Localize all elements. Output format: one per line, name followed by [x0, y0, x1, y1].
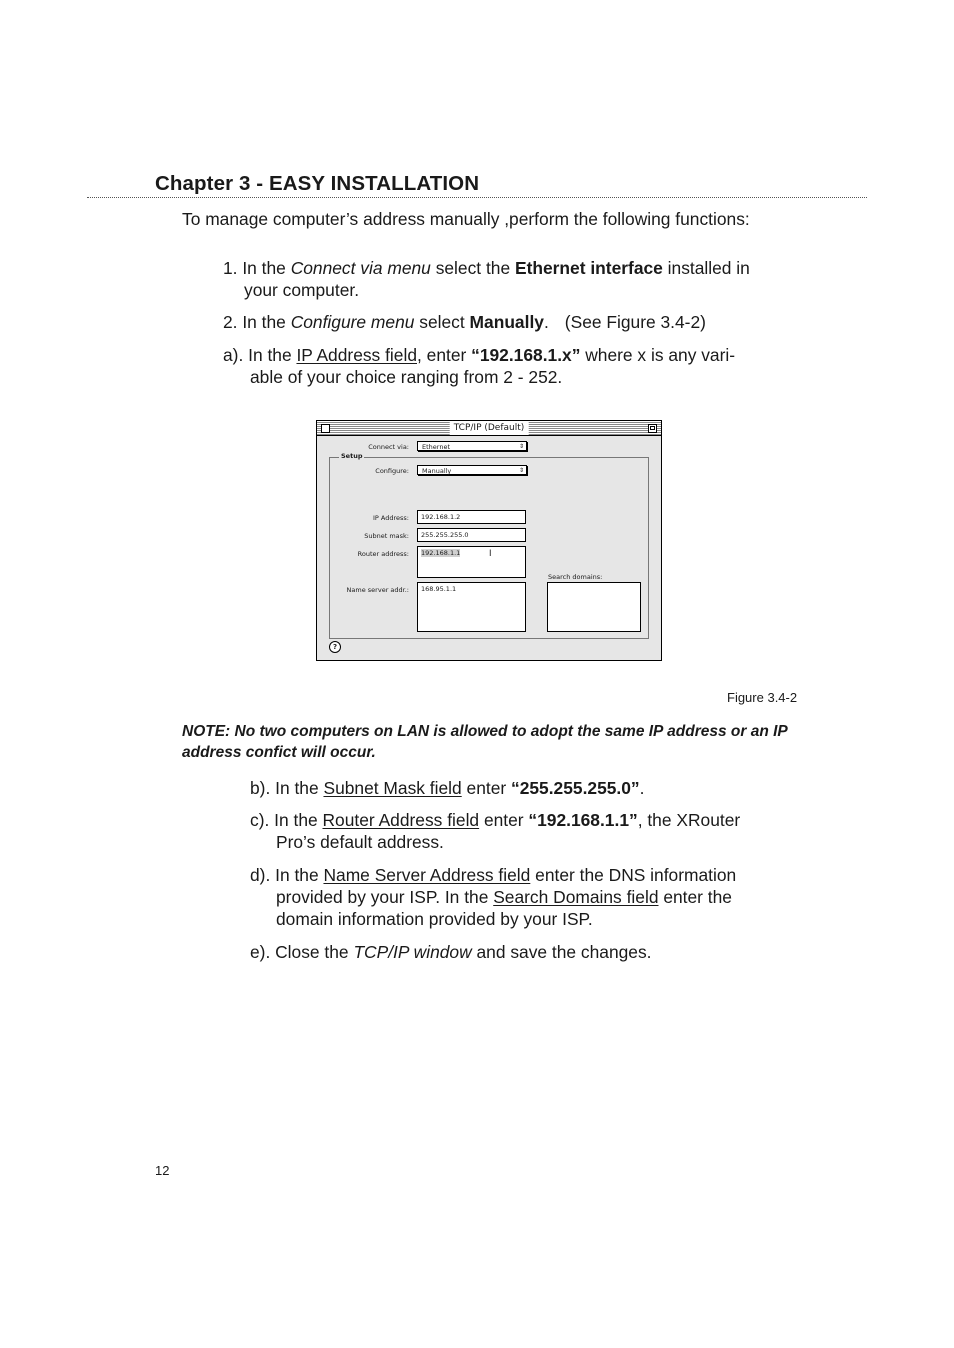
zoom-box-icon[interactable] — [648, 424, 657, 433]
step-1-continuation: your computer. — [244, 280, 360, 300]
step-d-line-2: provided by your ISP. In the Search Domains field enter the — [276, 887, 732, 907]
search-domains-field[interactable] — [547, 582, 641, 632]
connect-via-label: Connect via: — [368, 443, 409, 451]
step-c-continuation: Pro’s default address. — [276, 832, 444, 852]
name-server-label: Name server addr.: — [346, 586, 409, 594]
step-2: 2. In the Configure menu select Manually. (See Figure 3.4-2) — [223, 312, 706, 332]
figure-caption: Figure 3.4-2 — [727, 690, 798, 705]
page-number: 12 — [155, 1163, 170, 1178]
router-address-field[interactable] — [417, 546, 526, 578]
step-d: d). In the Name Server Address field enter the DNS information — [250, 865, 737, 885]
close-box-icon[interactable] — [321, 424, 330, 433]
step-a: a). In the IP Address field, enter “192.168.1.x” where x is any vari- — [223, 345, 736, 365]
ip-address-label: IP Address: — [373, 514, 409, 522]
step-e: e). Close the TCP/IP window and save the changes. — [250, 942, 652, 962]
setup-label: Setup — [341, 452, 363, 460]
help-icon[interactable]: ? — [329, 641, 341, 653]
step-a-continuation: able of your choice ranging from 2 - 252. — [250, 367, 563, 387]
step-b: b). In the Subnet Mask field enter “255.255.255.0”. — [250, 778, 645, 798]
subnet-mask-field[interactable]: 255.255.255.0 — [417, 528, 526, 542]
tcpip-dialog — [316, 420, 662, 661]
chapter-title: Chapter 3 - EASY INSTALLATION — [155, 172, 480, 195]
dialog-title: TCP/IP (Default) — [450, 421, 529, 435]
configure-popup[interactable]: Manually ⇕ — [417, 465, 527, 475]
dotted-rule — [87, 197, 867, 198]
connect-via-popup[interactable]: Ethernet ⇕ — [417, 441, 527, 451]
dialog-titlebar[interactable] — [317, 421, 661, 436]
step-c: c). In the Router Address field enter “192.168.1.1”, the XRouter — [250, 810, 741, 830]
note-text: NOTE: No two computers on LAN is allowed to adopt the same IP address or an IP address confict will occur. — [182, 723, 788, 761]
router-address-label: Router address: — [357, 550, 409, 558]
popup-arrows-icon: ⇕ — [518, 443, 524, 450]
step-d-line-3: domain information provided by your ISP. — [276, 909, 593, 929]
name-server-field[interactable]: 168.95.1.1 — [417, 582, 526, 632]
router-address-value: 192.168.1.1 — [421, 549, 461, 557]
step-1: 1. In the Connect via menu select the Ethernet interface installed in — [223, 258, 750, 278]
configure-label: Configure: — [375, 467, 409, 475]
subnet-mask-label: Subnet mask: — [364, 532, 409, 540]
ip-address-field[interactable]: 192.168.1.2 — [417, 510, 526, 524]
popup-arrows-icon: ⇕ — [518, 467, 524, 474]
text-cursor-icon: I — [489, 548, 492, 558]
search-domains-label: Search domains: — [548, 573, 603, 581]
intro-text: To manage computer’s address manually ,perform the following functions: — [182, 209, 750, 229]
